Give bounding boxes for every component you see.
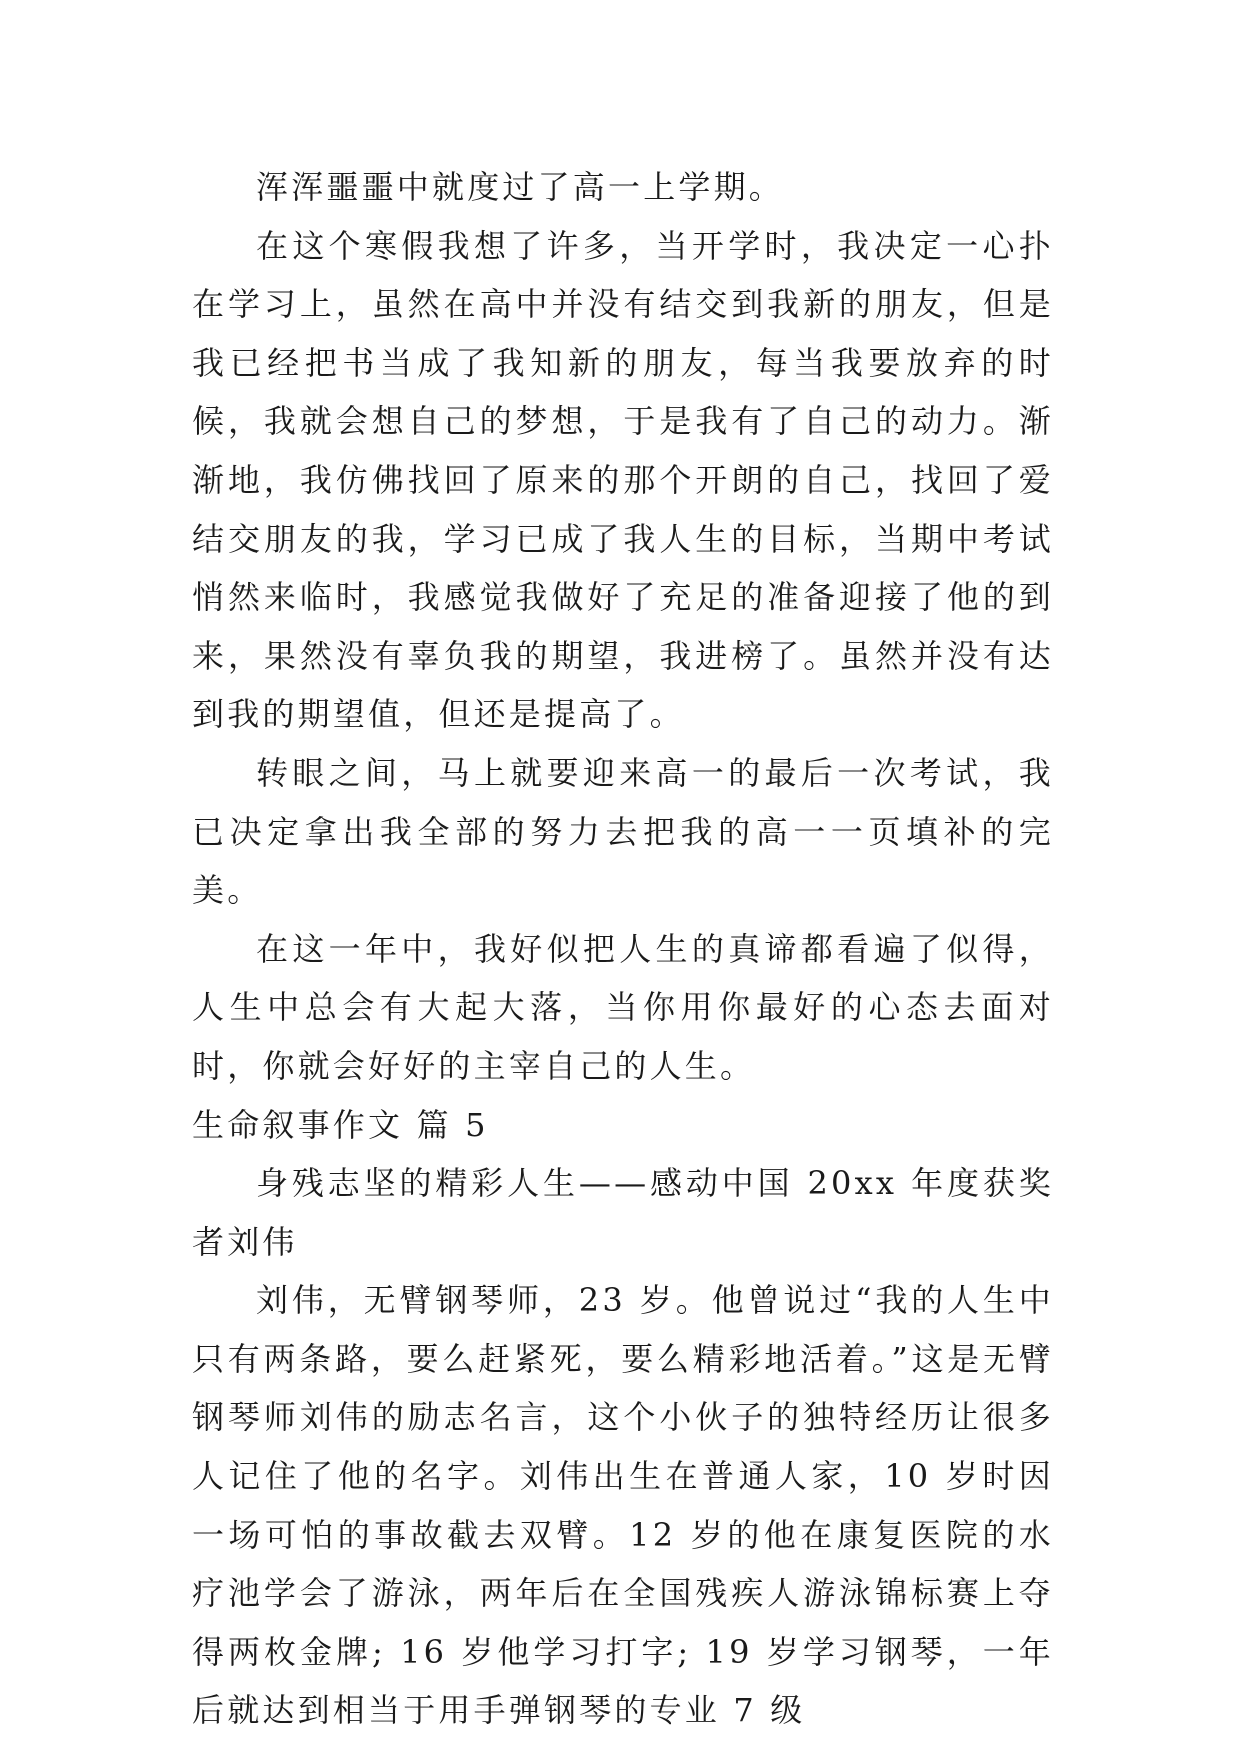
paragraph-1: 浑浑噩噩中就度过了高一上学期。	[256, 168, 785, 206]
section-heading: 生命叙事作文 篇 5	[192, 1105, 489, 1144]
paragraph-4: 在这一年中，我好似把人生的真谛都看遍了似得，人生中总会有大起大落，当你用你最好的心态去面对时，你就会好好的主宰自己的人生。	[192, 929, 1054, 1085]
paragraph-subtitle: 身残志坚的精彩人生——感动中国 20xx 年度获奖者刘伟	[192, 1164, 1054, 1261]
paragraph-3: 转眼之间，马上就要迎来高一的最后一次考试，我已决定拿出我全部的努力去把我的高一一页填补的完美。	[192, 753, 1054, 910]
paragraph-5: 刘伟，无臂钢琴师，23 岁。他曾说过“我的人生中只有两条路，要么赶紧死，要么精彩地活着。”这是无臂钢琴师刘伟的励志名言，这个小伙子的独特经历让很多人记住了他的名字。刘伟出生在普通人家，10 岁时因一场可怕的事故截去双臂。12 岁的他在康复医院的水疗池学会了游泳，两年后在全国残疾人游泳锦标赛上夺得两枚金牌; 16 岁他学习打字; 19 岁学习钢琴，一年后就达到相当于用手弹钢琴的专业 7 级	[192, 1281, 1054, 1730]
paragraph-2: 在这个寒假我想了许多，当开学时，我决定一心扑在学习上，虽然在高中并没有结交到我新的朋友，但是我已经把书当成了我知新的朋友，每当我要放弃的时候，我就会想自己的梦想，于是我有了自己的动力。渐渐地，我仿佛找回了原来的那个开朗的自己，找回了爱结交朋友的我，学习已成了我人生的目标，当期中考试悄然来临时，我感觉我做好了充足的准备迎接了他的到来，果然没有辜负我的期望，我进榜了。虽然并没有达到我的期望值，但还是提高了。	[192, 226, 1054, 734]
document-body	[192, 158, 1054, 1740]
